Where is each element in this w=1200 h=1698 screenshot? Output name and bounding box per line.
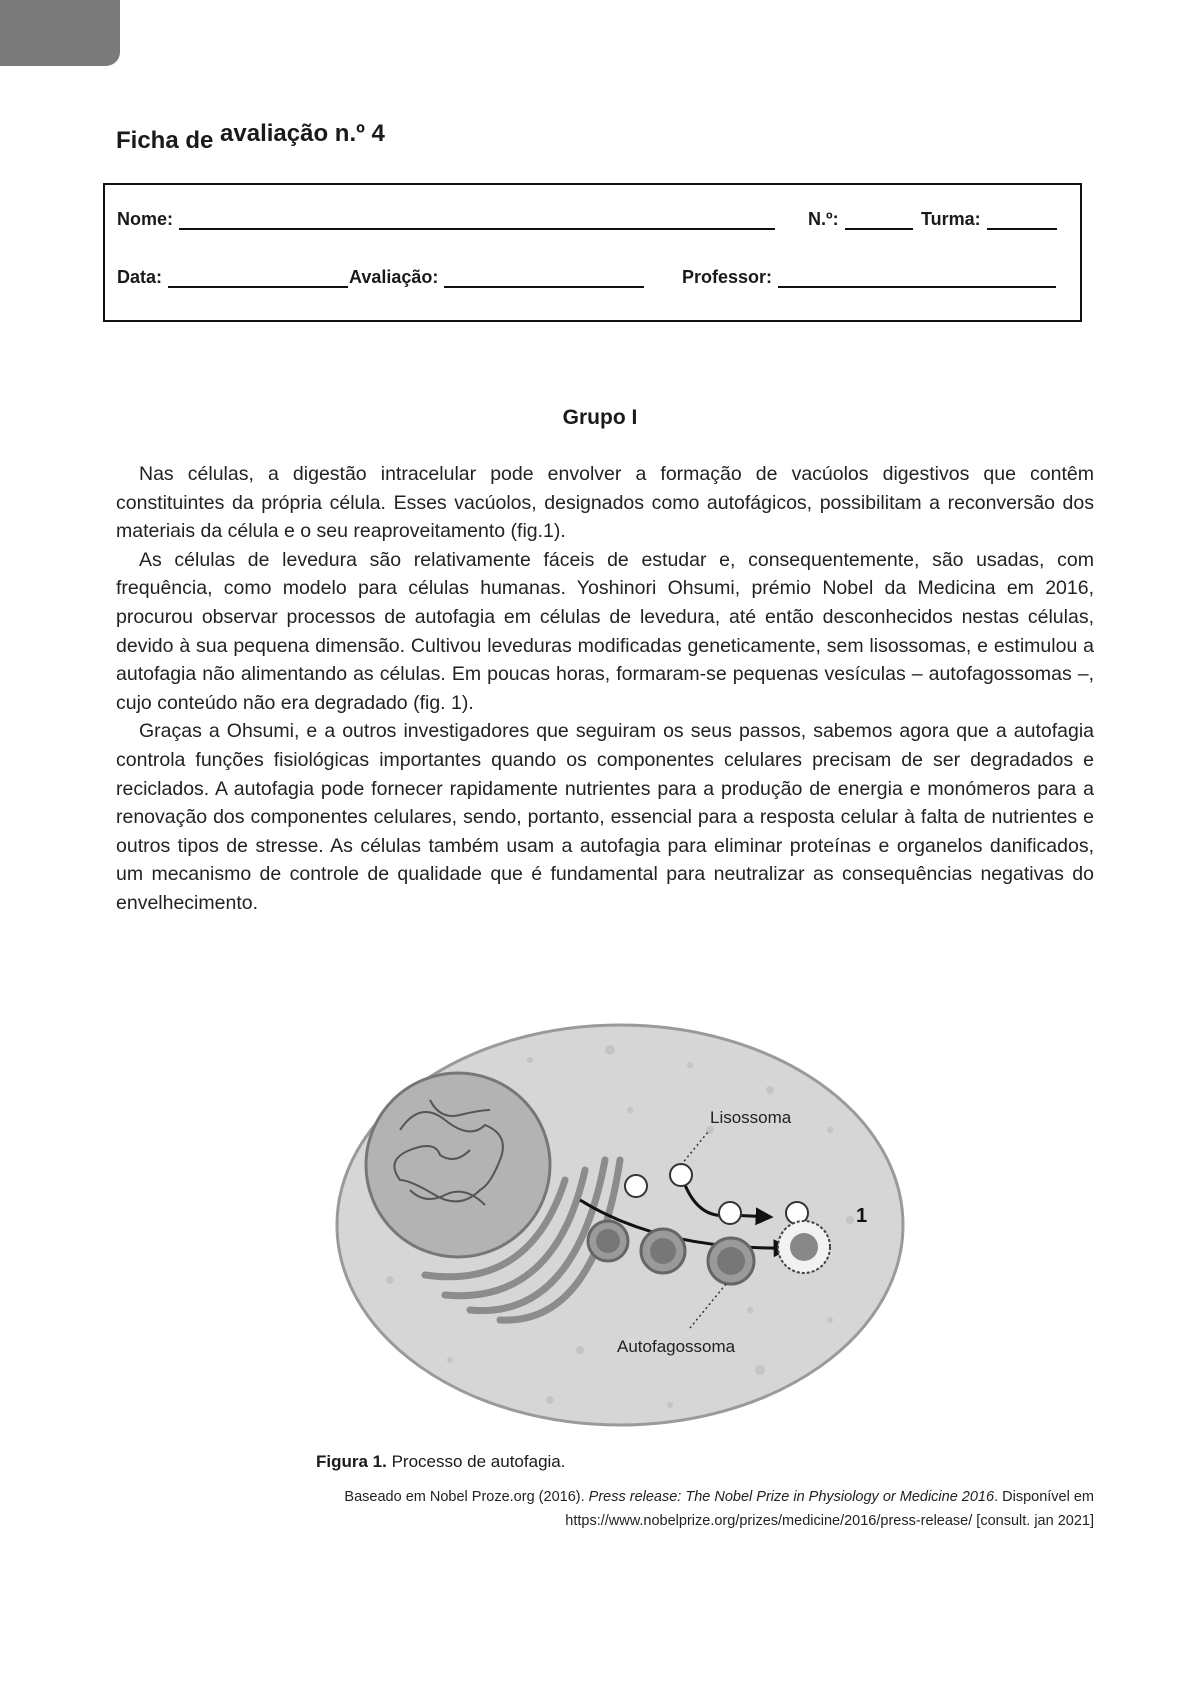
- paragraph-2: As células de levedura são relativamente fáceis de estudar e, consequentemente, são usadas, com frequência, como modelo para células humanas. Yoshinori Ohsumi, prémio Nobel da Medicina em 2016, procurou observar processos de autofagia em células de levedura, até então desconhecidos nestas células, devido à sua pequena dimensão. Cultivou leveduras modificadas geneticamente, sem lisossomas, e estimulou a autofagia não alimentando as células. Em poucas horas, formaram-se pequenas vesículas – autofagossomas –, cujo conteúdo não era degradado (fig. 1).: [116, 548, 1094, 714]
- caption-bold: Figura 1.: [316, 1452, 387, 1471]
- date-label: Data:: [117, 267, 163, 287]
- step-number-label: 1: [856, 1205, 868, 1227]
- group-title: Grupo I: [562, 406, 638, 429]
- title-part-2: avaliação n.º 4: [220, 120, 385, 147]
- teacher-label: Professor:: [682, 267, 773, 287]
- lysosome-1: [625, 1175, 647, 1197]
- evaluation-line[interactable]: [444, 268, 644, 288]
- lysosome-label: Lisossoma: [710, 1108, 792, 1127]
- evaluation-label: Avaliação:: [349, 267, 439, 287]
- autophagosome-1: [588, 1221, 628, 1261]
- title-part-1: Ficha de: [116, 127, 214, 154]
- worksheet-title: [116, 120, 385, 154]
- page-corner-tab: [0, 0, 120, 66]
- autophagosome-2: [641, 1229, 685, 1273]
- lysosome-2: [670, 1164, 692, 1186]
- autophagy-diagram: [330, 1020, 910, 1430]
- date-line[interactable]: [168, 268, 348, 288]
- name-line[interactable]: [179, 210, 775, 230]
- paragraph-3: Graças a Ohsumi, e a outros investigadores que seguiram os seus passos, sabemos agora que a autofagia controla funções fisiológicas importantes quando os componentes celulares precisam de ser degradados e reciclados. A autofagia pode fornecer rapidamente nutrientes para a produção de energia e monómeros para a renovação dos componentes celulares, sendo, portanto, essencial para a resposta celular à falta de nutrientes e outros tipos de stresse. As células também usam a autofagia para eliminar proteínas e organelos danificados, um mecanismo de controle de qualidade que é fundamental para neutralizar as consequências negativas do envelhecimento.: [116, 720, 1094, 914]
- lysosome-3: [719, 1202, 741, 1224]
- autophagosome-label: Autofagossoma: [617, 1337, 736, 1356]
- autophagosome-3: [708, 1238, 754, 1284]
- body-text: [116, 460, 1094, 918]
- class-field[interactable]: [921, 209, 1057, 230]
- teacher-line[interactable]: [778, 268, 1056, 288]
- class-line[interactable]: [987, 210, 1057, 230]
- source-prefix: Baseado em Nobel Proze.org (2016).: [344, 1489, 589, 1505]
- evaluation-field[interactable]: [349, 267, 644, 288]
- name-field[interactable]: [117, 209, 775, 230]
- class-label: Turma:: [921, 209, 981, 229]
- number-line[interactable]: [845, 210, 913, 230]
- caption-text: Processo de autofagia.: [386, 1452, 566, 1471]
- figure-caption: [316, 1452, 565, 1472]
- name-label: Nome:: [117, 209, 174, 229]
- number-field[interactable]: [808, 209, 913, 230]
- student-info-box: [103, 183, 1082, 322]
- source-title: Press release: The Nobel Prize in Physiology or Medicine 2016: [588, 1489, 995, 1505]
- autolysosome: [778, 1221, 830, 1273]
- date-field[interactable]: [117, 267, 348, 288]
- autophagy-figure: [330, 1020, 910, 1430]
- number-label: N.º:: [808, 209, 839, 229]
- source-suffix: . Disponível em: [994, 1489, 1094, 1505]
- teacher-field[interactable]: [682, 267, 1056, 288]
- source-url[interactable]: https://www.nobelprize.org/prizes/medicine/2016/press-release/ [consult. jan 2021]: [565, 1513, 1094, 1529]
- source-citation: [194, 1485, 1094, 1533]
- paragraph-1: Nas células, a digestão intracelular pode envolver a formação de vacúolos digestivos que contêm constituintes da própria célula. Esses vacúolos, designados como autofágicos, possibilitam a reconversão dos materiais da célula e o seu reaproveitamento (fig.1).: [116, 463, 1094, 543]
